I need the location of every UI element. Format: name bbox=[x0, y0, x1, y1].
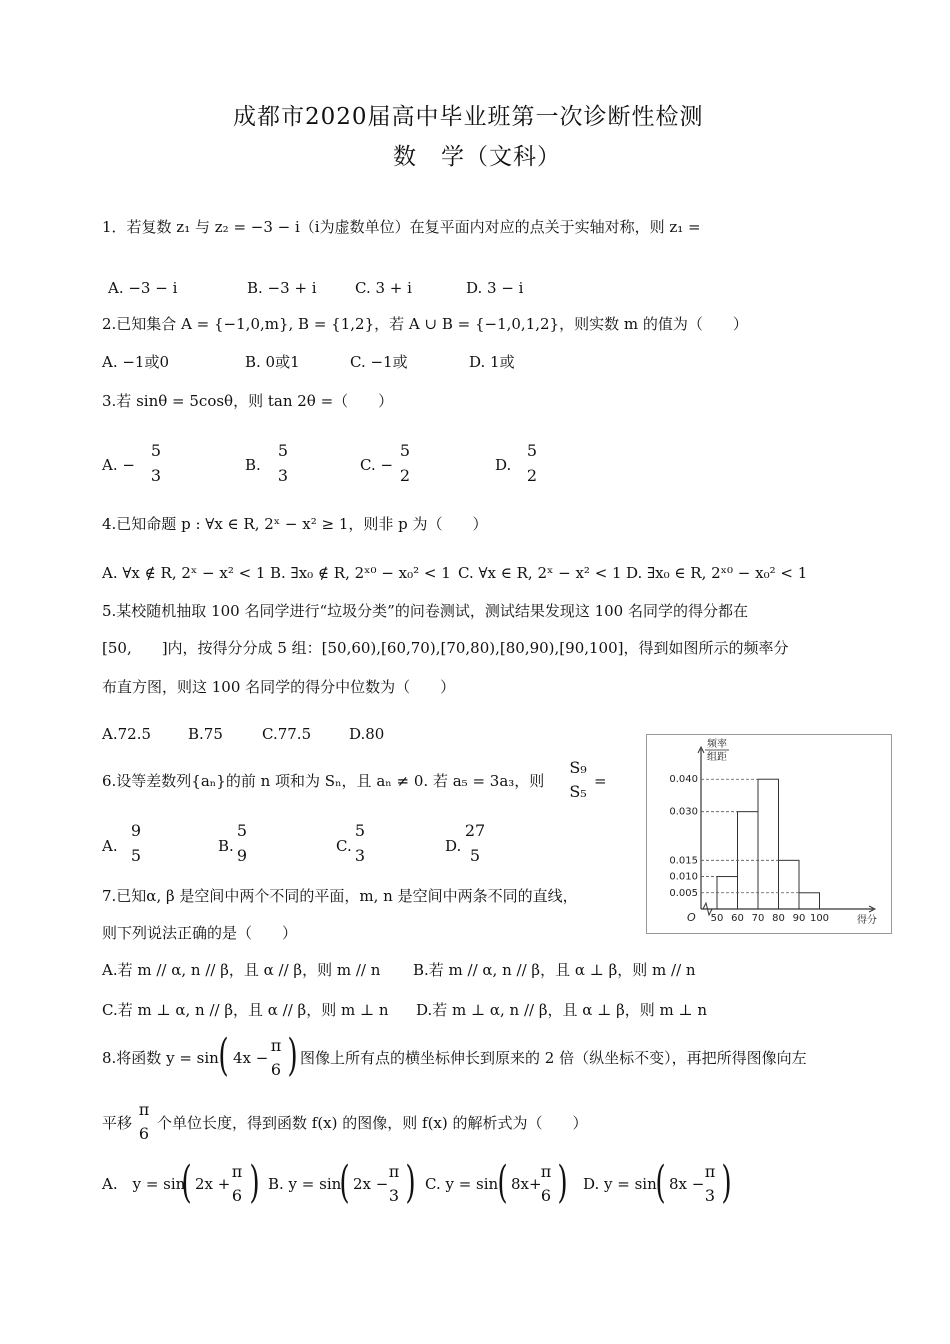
q6-option-d-label: D. bbox=[445, 837, 462, 855]
q6-option-c-label: C. bbox=[336, 837, 352, 855]
q4-option-b: B. ∃x₀ ∉ R, 2ˣ⁰ − x₀² < 1 bbox=[270, 564, 451, 582]
q8-six: 6 bbox=[270, 1060, 282, 1079]
q6-option-d-fraction bbox=[463, 823, 487, 864]
q6-stem: 6.设等差数列{aₙ}的前 n 项和为 Sₙ，且 aₙ ≠ 0. 若 a₅ = 3a₃，则 bbox=[102, 772, 545, 790]
q8-a-pi: π bbox=[231, 1162, 243, 1181]
q1-option-c: C. 3 + i bbox=[355, 279, 412, 297]
q3-option-b-fraction bbox=[273, 443, 293, 484]
q3-option-a-label: A. − bbox=[102, 456, 135, 474]
q7-option-c: C.若 m ⊥ α, n // β，且 α // β，则 m ⊥ n bbox=[102, 1001, 389, 1019]
q8-d-three: 3 bbox=[704, 1186, 716, 1205]
y-tick-label: 0.015 bbox=[669, 855, 698, 867]
q8-option-a-label: A. y = sin bbox=[102, 1175, 186, 1193]
q8-inner-expr: 4x − bbox=[233, 1049, 269, 1067]
q2-option-d: D. 1或 bbox=[469, 353, 515, 371]
q3-b-denominator: 3 bbox=[277, 466, 289, 485]
q3-option-c-fraction bbox=[395, 443, 415, 484]
q8-d-fraction bbox=[703, 1164, 717, 1204]
y-tick-label: 0.010 bbox=[669, 871, 698, 883]
q8-line-2-prefix: 平移 bbox=[102, 1114, 133, 1132]
q8-option-b-label: B. y = sin bbox=[268, 1175, 342, 1193]
q7-option-d: D.若 m ⊥ α, n // β，且 α ⊥ β，则 m ⊥ n bbox=[416, 1001, 708, 1019]
y-axis-label-top: 频率 bbox=[707, 739, 727, 750]
q8-pi-over-6 bbox=[269, 1038, 283, 1078]
q3-b-numerator: 5 bbox=[277, 441, 289, 460]
histogram-bar bbox=[758, 779, 779, 909]
q8-c-right-paren: ) bbox=[557, 1157, 568, 1208]
q6-equals: = bbox=[594, 772, 607, 790]
exam-subtitle: 数 学（文科） bbox=[393, 144, 561, 170]
q1-option-a: A. −3 − i bbox=[108, 279, 178, 297]
q8-a-six: 6 bbox=[231, 1186, 243, 1205]
q6-b-numerator: 5 bbox=[236, 821, 248, 840]
q5-option-d: D.80 bbox=[349, 725, 385, 743]
q5-line-2: [50, ]内，按得分分成 5 组：[50,60),[60,70),[70,80),[80,90),[90,100]，得到如图所示的频率分 bbox=[102, 639, 789, 657]
q8-shift-pi: π bbox=[138, 1100, 150, 1119]
q8-c-left-paren: ( bbox=[497, 1157, 508, 1208]
frequency-histogram bbox=[646, 734, 892, 934]
q2-option-c: C. −1或 bbox=[350, 353, 408, 371]
q3-stem: 3.若 sinθ = 5cosθ，则 tan 2θ =（ ） bbox=[102, 392, 394, 410]
q6-d-numerator: 27 bbox=[464, 821, 486, 840]
q3-c-numerator: 5 bbox=[399, 441, 411, 460]
x-tick-label: 100 bbox=[809, 913, 830, 924]
q7-option-b: B.若 m // α, n // β，且 α ⊥ β，则 m // n bbox=[413, 961, 696, 979]
q2-stem: 2.已知集合 A = {−1,0,m}, B = {1,2}，若 A ∪ B = {−1,0,1,2}，则实数 m 的值为（ ） bbox=[102, 315, 748, 333]
q8-a-fraction bbox=[230, 1164, 244, 1204]
q8-d-left-paren: ( bbox=[655, 1157, 666, 1208]
q3-c-denominator: 2 bbox=[399, 466, 411, 485]
q4-stem: 4.已知命题 p : ∀x ∈ R, 2ˣ − x² ≥ 1，则非 p 为（ ） bbox=[102, 515, 488, 533]
q6-ratio bbox=[566, 760, 590, 800]
q5-option-b: B.75 bbox=[188, 725, 223, 743]
exam-title: 成都市2020届高中毕业班第一次诊断性检测 bbox=[233, 104, 704, 130]
y-tick-label: 0.040 bbox=[669, 774, 698, 786]
x-tick-label: 90 bbox=[792, 913, 806, 924]
histogram-bar bbox=[779, 860, 800, 909]
q8-c-inner: 8x+ bbox=[511, 1175, 542, 1193]
q6-option-c-fraction bbox=[350, 823, 370, 864]
q8-a-left-paren: ( bbox=[181, 1157, 192, 1208]
q8-right-paren: ) bbox=[287, 1030, 298, 1081]
x-axis-label: 得分 bbox=[857, 915, 877, 926]
q3-option-d-label: D. bbox=[495, 456, 512, 474]
q8-b-inner: 2x − bbox=[353, 1175, 389, 1193]
q6-ratio-denominator: S₅ bbox=[569, 782, 587, 801]
q3-d-numerator: 5 bbox=[526, 441, 538, 460]
q8-d-pi: π bbox=[704, 1162, 716, 1181]
q3-a-numerator: 5 bbox=[150, 441, 162, 460]
q6-a-numerator: 9 bbox=[130, 821, 142, 840]
q1-option-b: B. −3 + i bbox=[247, 279, 317, 297]
q7-option-a: A.若 m // α, n // β，且 α // β，则 m // n bbox=[102, 961, 381, 979]
q6-d-denominator: 5 bbox=[469, 846, 481, 865]
q8-b-left-paren: ( bbox=[339, 1157, 350, 1208]
q2-option-b: B. 0或1 bbox=[245, 353, 300, 371]
q3-d-denominator: 2 bbox=[526, 466, 538, 485]
q4-option-d: D. ∃x₀ ∈ R, 2ˣ⁰ − x₀² < 1 bbox=[626, 564, 808, 582]
q3-option-d-fraction bbox=[522, 443, 542, 484]
q6-c-denominator: 3 bbox=[354, 846, 366, 865]
q3-option-a-fraction bbox=[146, 443, 166, 484]
q5-option-a: A.72.5 bbox=[102, 725, 151, 743]
q8-c-six: 6 bbox=[540, 1186, 552, 1205]
q8-shift-fraction bbox=[137, 1102, 151, 1142]
q7-line-2: 则下列说法正确的是（ ） bbox=[102, 924, 298, 942]
q6-c-numerator: 5 bbox=[354, 821, 366, 840]
q8-line-1-prefix: 8.将函数 y = sin bbox=[102, 1049, 219, 1067]
q8-b-pi: π bbox=[388, 1162, 400, 1181]
q8-pi: π bbox=[270, 1036, 282, 1055]
q2-option-a: A. −1或0 bbox=[102, 353, 170, 371]
q8-left-paren: ( bbox=[218, 1030, 229, 1081]
q5-line-3: 布直方图，则这 100 名同学的得分中位数为（ ） bbox=[102, 678, 456, 696]
q6-option-b-fraction bbox=[232, 823, 252, 864]
q6-option-a-fraction bbox=[126, 823, 146, 864]
q5-option-c: C.77.5 bbox=[262, 725, 312, 743]
q4-option-a: A. ∀x ∉ R, 2ˣ − x² < 1 bbox=[102, 564, 266, 582]
x-tick-label: 60 bbox=[731, 913, 744, 924]
y-tick-label: 0.030 bbox=[669, 806, 698, 818]
q1-stem: 1．若复数 z₁ 与 z₂ = −3 − i（i为虚数单位）在复平面内对应的点关于实轴对称，则 z₁ = bbox=[102, 218, 701, 236]
q8-b-three: 3 bbox=[388, 1186, 400, 1205]
x-tick-label: 80 bbox=[772, 913, 785, 924]
q3-option-c-label: C. − bbox=[360, 456, 394, 474]
x-tick-label: 70 bbox=[751, 913, 765, 924]
q8-line-2-suffix: 个单位长度，得到函数 f(x) 的图像，则 f(x) 的解析式为（ ） bbox=[157, 1114, 588, 1132]
histogram-svg bbox=[647, 735, 891, 933]
q7-line-1: 7.已知α, β 是空间中两个不同的平面，m, n 是空间中两条不同的直线， bbox=[102, 887, 578, 905]
origin-label: O bbox=[687, 911, 696, 924]
q8-shift-six: 6 bbox=[138, 1124, 150, 1143]
y-axis-label-bottom: 组距 bbox=[707, 752, 727, 763]
q8-line-1-suffix: 图像上所有点的横坐标伸长到原来的 2 倍（纵坐标不变），再把所得图像向左 bbox=[300, 1049, 807, 1067]
y-tick-label: 0.005 bbox=[669, 887, 698, 899]
q8-b-fraction bbox=[387, 1164, 401, 1204]
q8-d-right-paren: ) bbox=[721, 1157, 732, 1208]
q8-d-inner: 8x − bbox=[669, 1175, 705, 1193]
q3-option-b-label: B. bbox=[245, 456, 261, 474]
q8-b-right-paren: ) bbox=[405, 1157, 416, 1208]
q6-a-denominator: 5 bbox=[130, 846, 142, 865]
q8-option-d-label: D. y = sin bbox=[583, 1175, 657, 1193]
histogram-bar bbox=[799, 893, 820, 909]
q8-option-c-label: C. y = sin bbox=[425, 1175, 499, 1193]
q3-a-denominator: 3 bbox=[150, 466, 162, 485]
q8-c-fraction bbox=[539, 1164, 553, 1204]
q6-ratio-numerator: S₉ bbox=[569, 758, 587, 777]
q4-option-c: C. ∀x ∈ R, 2ˣ − x² < 1 bbox=[458, 564, 622, 582]
x-tick-label: 50 bbox=[710, 913, 724, 924]
q8-a-inner: 2x + bbox=[195, 1175, 231, 1193]
q6-b-denominator: 9 bbox=[236, 846, 248, 865]
q8-a-right-paren: ) bbox=[249, 1157, 260, 1208]
q1-option-d: D. 3 − i bbox=[466, 279, 524, 297]
q8-c-pi: π bbox=[540, 1162, 552, 1181]
q6-option-b-label: B. bbox=[218, 837, 234, 855]
q6-option-a-label: A. bbox=[102, 837, 118, 855]
q5-line-1: 5.某校随机抽取 100 名同学进行“垃圾分类”的问卷测试，测试结果发现这 100 名同学的得分都在 bbox=[102, 602, 748, 620]
